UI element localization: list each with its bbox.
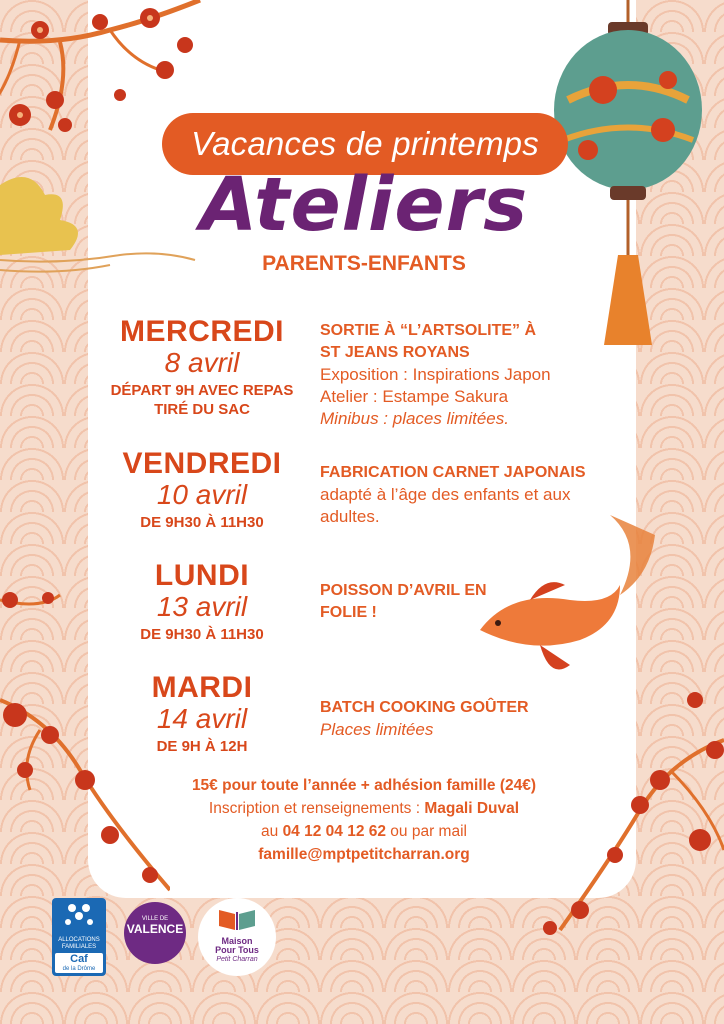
schedule-activity-2 — [320, 462, 620, 528]
valence-name: VALENCE — [126, 922, 184, 936]
activity-note: Places limitées — [320, 720, 434, 739]
page-subtitle: PARENTS-ENFANTS — [262, 252, 466, 275]
schedule-day-2 — [97, 448, 307, 532]
schedule-day-4 — [97, 672, 307, 756]
day-date: 8 avril — [164, 347, 240, 378]
mpt-line-3: Petit Charran — [216, 956, 258, 963]
open-book-icon — [217, 906, 257, 932]
schedule-day-3 — [97, 560, 307, 644]
schedule-day-1 — [97, 316, 307, 419]
mpt-line-1: Maison — [221, 936, 253, 946]
phone-suffix: ou par mail — [386, 823, 467, 840]
schedule-activity-1 — [320, 320, 620, 430]
day-time: DE 9H À 12H — [156, 738, 248, 755]
email-link[interactable]: famille@mptpetitcharran.org — [258, 846, 470, 863]
day-date: 10 avril — [156, 479, 248, 510]
valence-logo — [124, 902, 186, 964]
price-line: 15€ pour toute l’année + adhésion famille (24€) — [191, 777, 537, 794]
activity-detail: Exposition : Inspirations Japon — [320, 365, 551, 384]
caf-line-2: FAMILIALES — [61, 944, 97, 950]
phone-number[interactable]: 04 12 04 12 62 — [282, 823, 386, 840]
day-date: 13 avril — [156, 591, 248, 622]
schedule-activity-3 — [320, 580, 620, 624]
day-name: MARDI — [151, 671, 253, 704]
day-name: MERCREDI — [119, 315, 284, 348]
caf-line-1: ALLOCATIONS — [58, 937, 100, 943]
caf-name: Caf — [70, 953, 88, 965]
schedule-activity-4 — [320, 697, 620, 741]
day-time: DÉPART 9H AVEC REPAS TIRÉ DU SAC — [110, 382, 294, 418]
page-title: Ateliers — [199, 162, 529, 248]
day-time: DE 9H30 À 11H30 — [140, 626, 264, 643]
caf-logo — [52, 898, 106, 976]
mpt-line-2: Pour Tous — [215, 945, 259, 955]
valence-small-text: VILLE DE — [141, 916, 169, 922]
caf-region: de la Drôme — [62, 966, 96, 972]
day-name: LUNDI — [154, 559, 250, 592]
day-name: VENDREDI — [122, 447, 282, 480]
day-time: DE 9H30 À 11H30 — [140, 514, 264, 531]
contact-prefix: Inscription et renseignements : — [208, 800, 425, 817]
activity-note: Minibus : places limitées. — [320, 409, 509, 428]
day-date: 14 avril — [156, 703, 248, 734]
phone-line — [150, 820, 578, 843]
activity-detail: Atelier : Estampe Sakura — [320, 387, 509, 406]
footer-info — [150, 774, 578, 866]
season-banner: Vacances de printemps — [162, 113, 568, 175]
activity-title: BATCH COOKING GOÛTER — [320, 699, 529, 716]
maison-pour-tous-logo — [198, 898, 276, 976]
activity-title: FABRICATION CARNET JAPONAIS — [320, 464, 586, 481]
activity-title: POISSON D’AVRIL EN FOLIE ! — [320, 582, 487, 621]
contact-name: Magali Duval — [424, 800, 520, 817]
caf-family-icon — [52, 898, 106, 932]
activity-title: SORTIE À “L’ARTSOLITE” À ST JEANS ROYANS — [320, 322, 537, 361]
activity-detail: adapté à l’âge des enfants et aux adultes. — [320, 485, 571, 526]
contact-line — [150, 797, 578, 820]
phone-prefix: au — [261, 823, 283, 840]
